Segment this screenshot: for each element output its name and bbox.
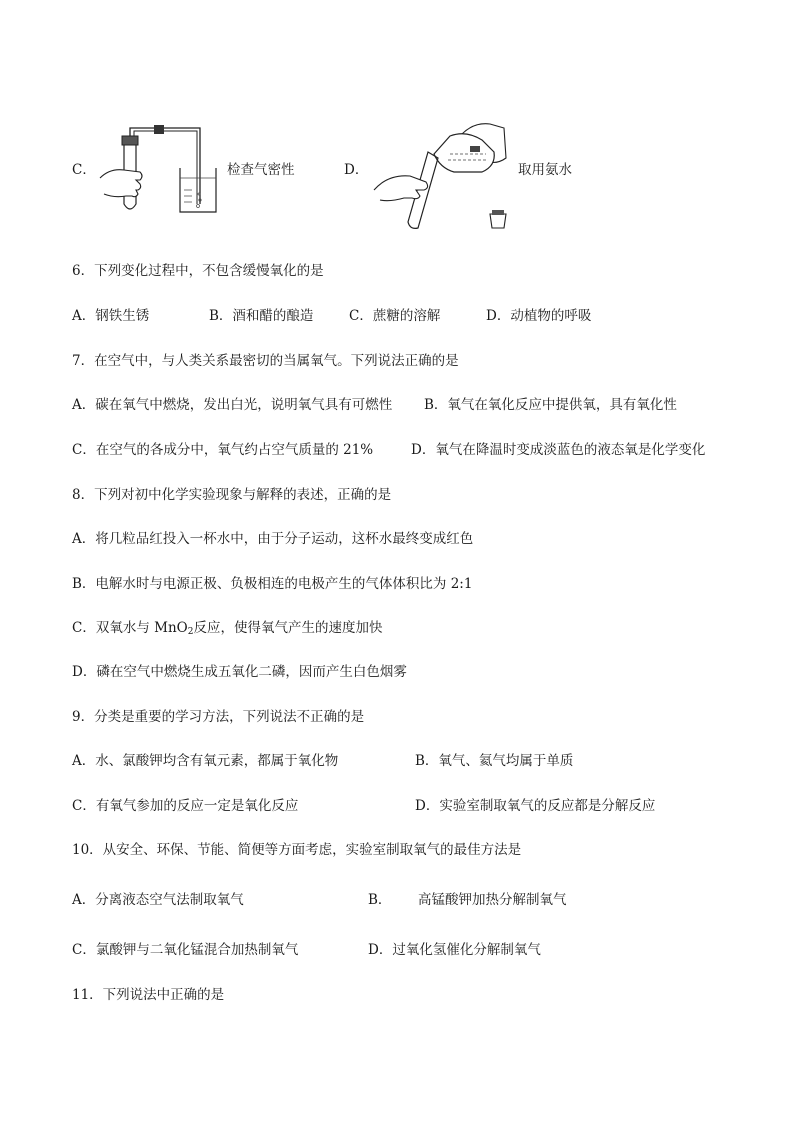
q6-option-d: D．动植物的呼吸: [486, 308, 592, 324]
ammonia-pouring-illustration: [370, 118, 516, 236]
q8-option-c-post: 反应，使得氧气产生的速度加快: [193, 620, 383, 636]
q9-stem: 9．分类是重要的学习方法，下列说法不正确的是: [72, 709, 365, 725]
q10-option-a: A．分离液态空气法制取氧气: [72, 892, 244, 908]
q8-stem: 8．下列对初中化学实验现象与解释的表述，正确的是: [72, 487, 392, 503]
q7-option-d: D．氧气在降温时变成淡蓝色的液态氧是化学变化: [411, 442, 706, 458]
q8-option-c: [72, 619, 382, 637]
q9-option-b: B．氧气、氦气均属于单质: [415, 753, 574, 769]
q8-option-b: B．电解水时与电源正极、负极相连的电极产生的气体体积比为 2:1: [72, 576, 473, 592]
q10-option-d: D．过氧化氢催化分解制氧气: [368, 942, 541, 958]
q9-option-c: C．有氧气参加的反应一定是氧化反应: [72, 798, 299, 814]
q8-option-c-subscript: 2: [187, 627, 194, 637]
q6-option-b: B．酒和醋的酿造: [209, 308, 314, 324]
q5-option-d-caption: 取用氨水: [518, 162, 572, 178]
q8-option-a: A．将几粒品红投入一杯水中，由于分子运动，这杯水最终变成红色: [72, 531, 474, 547]
q7-stem: 7．在空气中，与人类关系最密切的当属氧气。下列说法正确的是: [72, 353, 459, 369]
q11-stem: 11．下列说法中正确的是: [72, 987, 225, 1003]
q5-option-d-label: D．: [344, 162, 369, 178]
q7-option-a: A．碳在氧气中燃烧，发出白光，说明氧气具有可燃性: [72, 397, 393, 413]
q6-option-c: C．蔗糖的溶解: [349, 308, 441, 324]
airtightness-check-illustration: [96, 122, 226, 222]
q8-option-d: D．磷在空气中燃烧生成五氧化二磷，因而产生白色烟雾: [72, 664, 407, 680]
q9-option-d: D．实验室制取氧气的反应都是分解反应: [415, 798, 656, 814]
q6-stem: 6．下列变化过程中，不包含缓慢氧化的是: [72, 263, 324, 279]
q8-option-c-pre: C．双氧水与 MnO: [72, 620, 188, 636]
q10-option-c: C．氯酸钾与二氧化锰混合加热制氧气: [72, 942, 299, 958]
q9-option-a: A．水、氯酸钾均含有氧元素，都属于氧化物: [72, 753, 339, 769]
q7-option-c: C．在空气的各成分中，氧气约占空气质量的 21%: [72, 442, 374, 458]
q7-option-b: B．氧气在氧化反应中提供氧，具有氧化性: [424, 397, 677, 413]
q10-stem: 10．从安全、环保、节能、简便等方面考虑，实验室制取氧气的最佳方法是: [72, 842, 522, 858]
q5-option-c-caption: 检查气密性: [227, 162, 295, 178]
q10-option-b-label: B．: [368, 892, 392, 908]
q5-option-c-label: C．: [72, 162, 96, 178]
q6-option-a: A．钢铁生锈: [72, 308, 150, 324]
q10-option-b-text: 高锰酸钾加热分解制氧气: [418, 892, 567, 908]
